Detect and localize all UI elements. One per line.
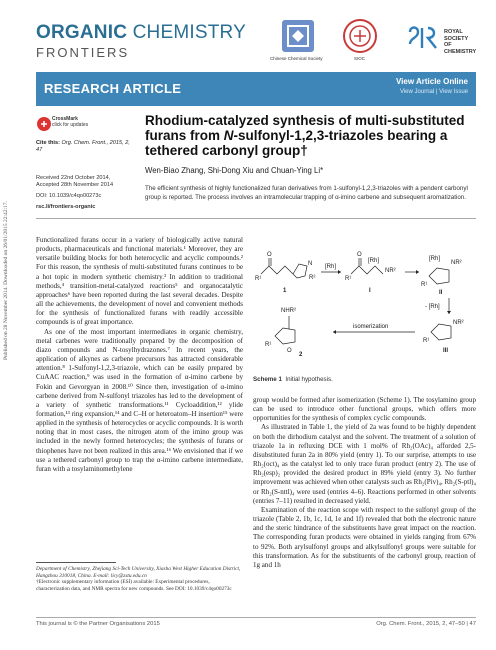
footer-divider — [36, 617, 476, 618]
isomerization-label: isomerization — [353, 324, 389, 330]
footer-copyright: This journal is © the Partner Organisations 2015 — [36, 621, 160, 627]
intermediate-II — [429, 268, 449, 284]
publisher-logos — [266, 18, 476, 62]
view-article-online-link[interactable]: View Article Online — [395, 77, 468, 86]
divider — [36, 218, 476, 219]
intermediate-II-label: II — [439, 290, 443, 296]
product-2-label: 2 — [299, 352, 303, 358]
sioc-logo-icon — [342, 18, 378, 54]
carbonyl-o-label: O — [267, 252, 272, 258]
furan-o-label: O — [287, 348, 292, 354]
o-label-I: O — [357, 252, 362, 258]
section-label: RESEARCH ARTICLE — [44, 81, 182, 96]
rh-label-II: [Rh] — [429, 256, 441, 262]
paragraph: As illustrated in Table 1, the yield of 2a was found to be highly dependent on both the dirhodium catalyst and the solvent. The treatment of a solution of triazole 1a in refluxing DCE with 1 mol% of Rh₂(OAc)₄ afforded 2,5-disubstituted furan 2a in 80% yield (entry 1). To our surprise, attempts to use Rh₂(oct)₄ as the catalyst led to only trace furan product (entry 2). The use of Rh₂(esp)₂ provided the desired product in 89% yield (entry 3). No further improvement was achieved when other catalysts such as Rh₂(Piv)₄, Rh₂(S-ptl)₄ or Rh₂(S-nttl)₄ were used (entries 4–6). Reactions performed in other solvents (entries 7–11) resulted in decreased yield. — [253, 423, 476, 505]
arrowhead-1 — [338, 270, 341, 274]
journal-title: ORGANIC CHEMISTRY — [36, 22, 246, 43]
nr2-label-II: NR² — [451, 260, 462, 266]
body-column-left — [36, 236, 243, 474]
citation: Cite this: Org. Chem. Front., 2015, 2, 47 — [36, 140, 130, 153]
nr2-label-I: NR² — [385, 268, 396, 274]
r1-label-2: R¹ — [265, 342, 272, 348]
doi[interactable]: DOI: 10.1039/c4qo00273c — [36, 193, 102, 199]
paragraph: Examination of the reaction scope with respect to the sulfonyl group of the triazole (Table 2, 1b, 1c, 1d, 1e and 1f) revealed that both the electronic nature and the steric hindrance of the substituents have great impact on the reaction. The corresponding furan products were obtained in yields ranging from 67% to 92%. Both arylsulfonyl groups and alkylsulfonyl groups were suitable for this transformation. As for the substituents of the carbonyl group, reaction of 1g and 1h — [253, 505, 476, 569]
r1-label: R¹ — [255, 276, 262, 282]
download-stamp: Published on 28 November 2014. Downloaded on 26/01/2015 22:42:17. — [3, 201, 9, 360]
ccs-caption: Chinese Chemical Society — [270, 56, 323, 61]
footer-citation: Org. Chem. Front., 2015, 2, 47–50 | 47 — [376, 621, 476, 627]
journal-site-link[interactable]: rsc.li/frontiers-organic — [36, 204, 96, 210]
rsc-name: ROYAL SOCIETY OF CHEMISTRY — [444, 29, 477, 55]
affiliation-footnote: Department of Chemistry, Zhejiang Sci-Tech University, Xiasha West Higher Education District, Hangzhou 310018, China. E-mail: licy@zstu.edu.cn — [36, 566, 241, 579]
footnotes — [36, 566, 243, 593]
accepted-date: Accepted 28th November 2014 — [36, 182, 114, 188]
compound-1-label: 1 — [283, 288, 287, 294]
intermediate-III — [431, 324, 451, 340]
section-banner — [36, 72, 476, 106]
intermediate-III-label: III — [443, 348, 449, 354]
intermediate-I-label: I — [369, 288, 371, 294]
r1-label-I: R¹ — [345, 276, 352, 282]
product-2 — [275, 316, 295, 344]
compound-1 — [261, 258, 307, 278]
sioc-caption: SIOC — [354, 56, 366, 61]
r2-label-1: R² — [309, 275, 316, 281]
rh-label-1: [Rh] — [325, 264, 337, 270]
nhr2-label: NHR² — [281, 308, 296, 314]
received-date: Received 22nd October 2014, — [36, 175, 111, 181]
abstract: The efficient synthesis of highly functionalized furan derivatives from 1-sulfonyl-1,2,3-triazoles with a pendent carbonyl group is reported. The process involves an intramolecular trapping of α-imino carbene and subsequent aromatization. — [145, 185, 468, 201]
esi-footnote: †Electronic supplementary information (ESI) available: Experimental procedures, characterization data, and NMR spectra for new compounds. See DOI: 10.1039/c4qo00273c — [36, 579, 232, 593]
r1-label-III: R¹ — [423, 338, 430, 344]
r1-label-II: R¹ — [421, 282, 428, 288]
rh-label-I: [Rh] — [368, 258, 380, 264]
body-column-right — [253, 396, 476, 570]
ccs-logo-icon — [280, 18, 316, 54]
arrowhead-3 — [447, 311, 451, 314]
arrowhead-2 — [416, 270, 419, 274]
nr2-label-III: NR² — [453, 320, 464, 326]
triazole-n-label: N — [308, 261, 313, 267]
footnote-divider — [36, 562, 116, 563]
rh-release-label: - [Rh] — [425, 304, 440, 310]
crossmark-label[interactable]: CrossMark click for updates — [52, 116, 89, 128]
rsc-logo-icon — [406, 24, 440, 52]
paragraph: Functionalized furans occur in a variety of biologically active natural products, pharmaceuticals and functional materials.¹ Moreover, they are versatile building blocks for both heterocyclic and acyclic compounds.² For this reason, the synthesis of multi-substituted furans continues to be a hot topic in modern synthetic chemistry.³ In addition to traditional methods,⁴ transition-metal-catalyzed reactions⁵ and organocatalytic approaches⁶ have been reported during the last several decades. Despite all the achievements, the development of novel and convenient methods for the synthesis of functionalized furans with readily accessible compounds is of great importance. — [36, 236, 243, 327]
view-journal-issue-link[interactable]: View Journal | View Issue — [399, 89, 468, 95]
arrowhead-4 — [333, 330, 336, 334]
authors: Wen-Biao Zhang, Shi-Dong Xiu and Chuan-Ying Li* — [145, 166, 324, 175]
article-title: Rhodium-catalyzed synthesis of multi-substituted furans from N-sulfonyl-1,2,3-triazoles bearing a tethered carbonyl group† — [145, 113, 465, 158]
journal-subtitle: FRONTIERS — [36, 45, 130, 60]
paragraph: group would be formed after isomerization (Scheme 1). The tosylamino group can be used to introduce other functional groups, which offers more opportunities for the synthesis of complex cyclic compounds. — [253, 396, 476, 423]
paragraph: As one of the most important intermediates in organic chemistry, metal carbenes were traditionally prepared by the decomposition of diazo compounds and N-tosylhydrazones.⁷ In recent years, the application of alkynes as carbene precursors has attracted considerable attention.⁸ 1-Sulfonyl-1,2,3-triazole, which can be easily prepared by CuAAC reaction,⁹ was used in the formation of α-imino carbene by Fokin and Gevorgyan in 2008.¹⁰ Since then, investigation of α-imino carbene derived from N-sulfonyl triazoles has led to the development of a variety of synthetic transformations.¹¹ Cycloaddition,¹² ylide formation,¹³ ring expansion,¹⁴ and C–H or heteroatom–H insertion¹⁵ were applied in the synthesis of heterocycles or acyclic compounds. It is worth noting that in most cases, the nitrogen atom of the imino group was included in the newly formed heterocycles; the synthesis of furans or thiophenes have not been realized in this area.¹⁶ We envisioned that if we use a tethered carbonyl group to trap the α-imino carbene intermediate, furan with a tosylaminomethylene — [36, 327, 243, 473]
scheme-caption: Scheme 1 Initial hypothesis. — [253, 376, 333, 383]
article-meta — [36, 175, 136, 211]
scheme-1-diagram — [253, 232, 476, 372]
